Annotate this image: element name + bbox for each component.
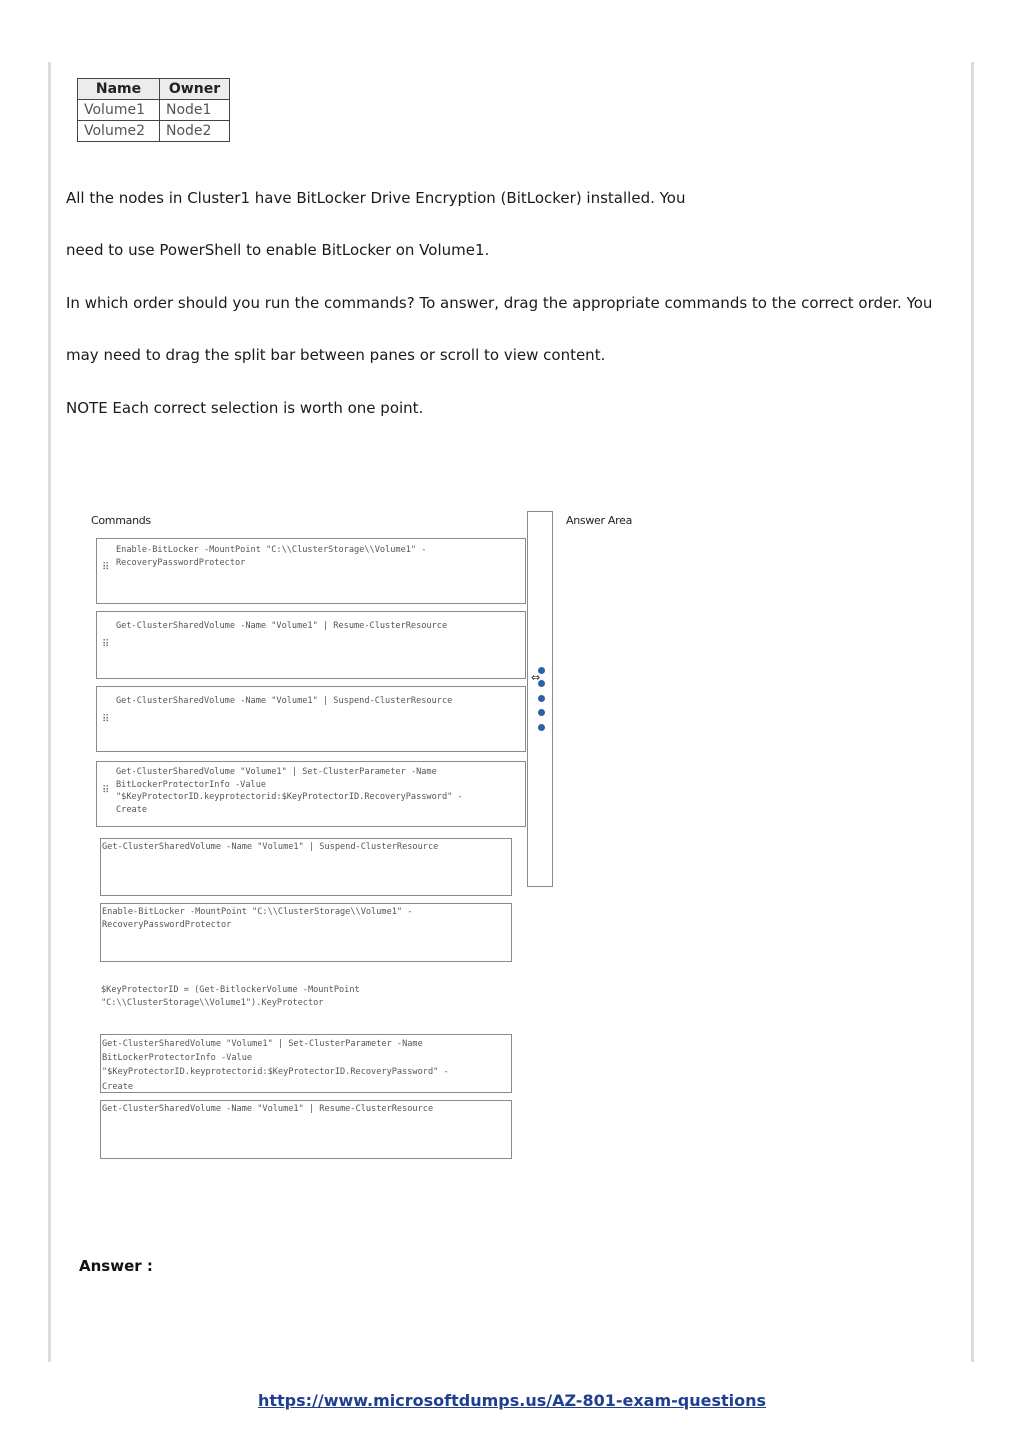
command-tile-suspend-cluster-resource[interactable] (100, 838, 512, 896)
column-header-name: Name (78, 79, 160, 100)
table-cell: Node1 (160, 100, 230, 121)
command-tile-key-protector[interactable]: $KeyProtectorID = (Get-BitlockerVolume -MountPoint "C:\\ClusterStorage\\Volume1").KeyProtector (101, 985, 360, 1008)
drag-handle-icon[interactable]: ⠿ (102, 562, 110, 573)
command-text: Get-ClusterSharedVolume -Name "Volume1" | Suspend-ClusterResource (116, 696, 453, 706)
note-line: NOTE Each correct selection is worth one point. (66, 399, 424, 417)
drag-arrows-icon[interactable]: ⇔ (531, 671, 541, 684)
table-row (78, 121, 230, 142)
question-line-4: may need to drag the split bar between panes or scroll to view content. (66, 346, 606, 364)
command-tile-set-cluster-parameter[interactable] (100, 1034, 512, 1093)
command-tile-resume-cluster-resource[interactable] (100, 1100, 512, 1159)
table-header-row (78, 79, 230, 100)
split-handle-dot[interactable] (538, 695, 545, 702)
split-handle-dot[interactable] (538, 724, 545, 731)
command-tile-resume-cluster-resource[interactable] (96, 611, 526, 679)
question-line-2: need to use PowerShell to enable BitLocker on Volume1. (66, 241, 490, 259)
footer-link[interactable]: https://www.microsoftdumps.us/AZ-801-exam-questions (257, 1391, 767, 1410)
drag-handle-icon[interactable]: ⠿ (102, 639, 110, 650)
command-text: Get-ClusterSharedVolume "Volume1" | Set-ClusterParameter -Name BitLockerProtectorInfo -Value "$KeyProtectorID.keyprotectorid:$KeyProtectorID.RecoveryPassword" - Create (116, 767, 463, 815)
command-tile-set-cluster-parameter[interactable] (96, 761, 526, 827)
column-header-owner: Owner (160, 79, 230, 100)
command-text: Get-ClusterSharedVolume "Volume1" | Set-ClusterParameter -Name BitLockerProtectorInfo -Value "$KeyProtectorID.keyprotectorid:$KeyProtectorID.RecoveryPassword" - Create (102, 1039, 449, 1092)
question-line-3: In which order should you run the commands? To answer, drag the appropriate commands to the correct order. You (66, 294, 933, 312)
commands-label: Commands (91, 514, 151, 527)
drag-handle-icon[interactable]: ⠿ (102, 714, 110, 725)
command-text: Get-ClusterSharedVolume -Name "Volume1" | Resume-ClusterResource (116, 621, 448, 631)
drag-handle-icon[interactable]: ⠿ (102, 785, 110, 796)
answer-area-label: Answer Area (566, 514, 633, 527)
table-row (78, 100, 230, 121)
volume-owner-table (77, 78, 230, 142)
table-cell: Volume1 (78, 100, 160, 121)
command-tile-suspend-cluster-resource[interactable] (96, 686, 526, 752)
command-tile-enable-bitlocker[interactable] (100, 903, 512, 962)
command-text: Enable-BitLocker -MountPoint "C:\\ClusterStorage\\Volume1" - RecoveryPasswordProtector (116, 545, 427, 568)
question-line-1: All the nodes in Cluster1 have BitLocker Drive Encryption (BitLocker) installed. You (66, 189, 686, 207)
command-text: Get-ClusterSharedVolume -Name "Volume1" | Suspend-ClusterResource (102, 842, 439, 852)
command-tile-enable-bitlocker[interactable] (96, 538, 526, 604)
right-border-rule (971, 62, 974, 1362)
table-cell: Volume2 (78, 121, 160, 142)
split-handle-dot[interactable] (538, 709, 545, 716)
left-border-rule (48, 62, 51, 1362)
command-text: Get-ClusterSharedVolume -Name "Volume1" | Resume-ClusterResource (102, 1104, 434, 1114)
command-text: Enable-BitLocker -MountPoint "C:\\ClusterStorage\\Volume1" - RecoveryPasswordProtector (102, 907, 413, 930)
table-cell: Node2 (160, 121, 230, 142)
answer-label: Answer : (79, 1257, 153, 1275)
